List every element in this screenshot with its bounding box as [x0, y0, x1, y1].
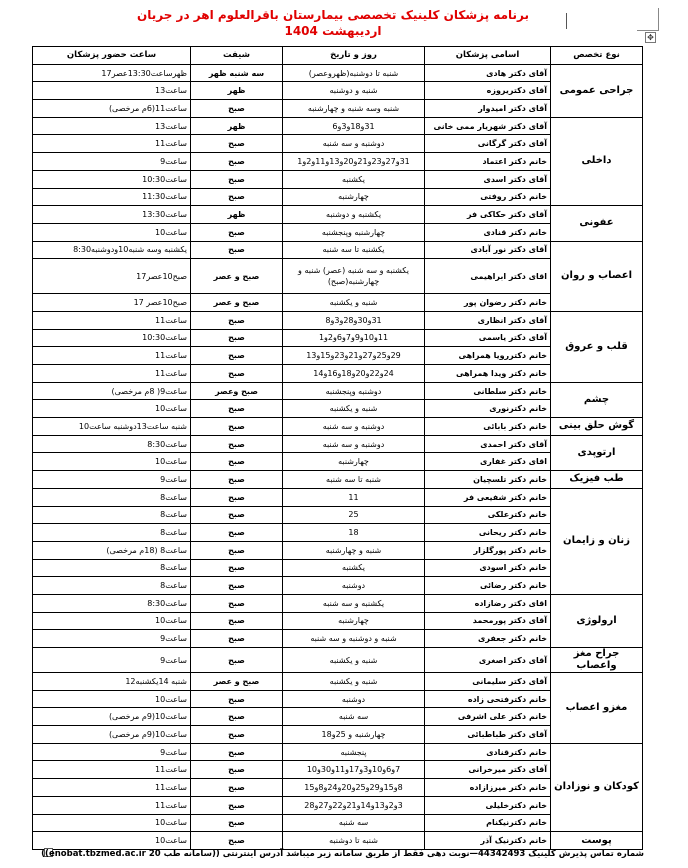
specialty-cell: عفونی: [551, 206, 643, 241]
day-cell: 3و2و13و14و21و22و27و28: [283, 796, 425, 814]
shift-cell: صبح: [191, 690, 283, 708]
shift-cell: صبح: [191, 630, 283, 648]
doctor-cell: آقای دکتر گرگانی: [425, 135, 551, 153]
shift-cell: صبح: [191, 524, 283, 542]
doctor-cell: خانم دکتر ویدا همراهی: [425, 365, 551, 383]
day-cell: شنبه و چهارشنبه: [283, 541, 425, 559]
time-cell: ساعت11: [33, 779, 191, 797]
shift-cell: صبح: [191, 153, 283, 171]
time-cell: ساعت10: [33, 223, 191, 241]
time-cell: ساعت9: [33, 153, 191, 171]
schedule-table: [32, 46, 643, 850]
day-cell: دوشنبه: [283, 690, 425, 708]
doctor-cell: آقای دکتر انظاری: [425, 311, 551, 329]
shift-cell: صبح: [191, 241, 283, 259]
time-cell: ساعت10: [33, 400, 191, 418]
header-doctor: اسامی پزشکان: [425, 47, 551, 65]
time-cell: شنبه ساعت13دوشنبه ساعت10: [33, 418, 191, 436]
time-cell: ساعت10:30: [33, 329, 191, 347]
shift-cell: صبح و عصر: [191, 673, 283, 691]
time-cell: ساعت10: [33, 453, 191, 471]
doctor-cell: آقای دکتر نور آبادی: [425, 241, 551, 259]
table-row: [33, 673, 643, 691]
table-row: [33, 488, 643, 506]
shift-cell: صبح: [191, 761, 283, 779]
doctor-cell: آقای دکتر طباطبائی: [425, 726, 551, 744]
doctor-cell: خانم دکتر روفتی: [425, 188, 551, 206]
day-cell: 25: [283, 506, 425, 524]
time-cell: ساعت8 (18م مرخصی): [33, 541, 191, 559]
table-row: [33, 648, 643, 673]
doctor-cell: خانم دکتر رضوان پور: [425, 294, 551, 312]
shift-cell: صبح: [191, 814, 283, 832]
shift-cell: صبح: [191, 170, 283, 188]
time-cell: ساعت8: [33, 506, 191, 524]
time-cell: ساعت10: [33, 832, 191, 850]
shift-cell: صبح: [191, 743, 283, 761]
doctor-cell: آقای دکتر میرخرانی: [425, 761, 551, 779]
day-cell: یکشنبه و سه شنبه: [283, 594, 425, 612]
time-cell: ساعت11:30: [33, 188, 191, 206]
table-row: [33, 743, 643, 761]
time-cell: ساعت11(6م مرخصی): [33, 100, 191, 118]
shift-cell: صبح: [191, 329, 283, 347]
day-cell: یکشنبه تا سه شنبه: [283, 241, 425, 259]
time-cell: ساعت11: [33, 761, 191, 779]
doctor-cell: خانم دکترقنادی: [425, 743, 551, 761]
header-day: روز و تاریخ: [283, 47, 425, 65]
doctor-cell: آقای دکتر پورمحمد: [425, 612, 551, 630]
day-cell: 18: [283, 524, 425, 542]
day-cell: چهارشنبه و 25و18: [283, 726, 425, 744]
specialty-cell: اعصاب و روان: [551, 241, 643, 311]
doctor-cell: خانم دکترفتحی زاده: [425, 690, 551, 708]
shift-cell: صبح: [191, 418, 283, 436]
day-cell: شنبه تا دوشنبه(ظهروعصر): [283, 64, 425, 82]
doctor-cell: اقای دکتر رضازاده: [425, 594, 551, 612]
day-cell: پنجشنبه: [283, 743, 425, 761]
doctor-cell: خانم دکترنوری: [425, 400, 551, 418]
time-cell: ساعت9: [33, 630, 191, 648]
header-specialty: نوع تخصص: [551, 47, 643, 65]
day-cell: شنبه تا دوشنبه: [283, 832, 425, 850]
header-time: ساعت حضور پزشکان: [33, 47, 191, 65]
doctor-cell: آقای دکتر امیدوار: [425, 100, 551, 118]
day-cell: 11: [283, 488, 425, 506]
doctor-cell: آقای دکتر اصغری: [425, 648, 551, 673]
schedule-body: [33, 64, 643, 849]
time-cell: ساعت11: [33, 347, 191, 365]
day-cell: شنبه وسه شنبه و چهارشنبه: [283, 100, 425, 118]
specialty-cell: جراح مغز واعصاب: [551, 648, 643, 673]
time-cell: ساعت11: [33, 365, 191, 383]
day-cell: شنبه و دوشنبه و سه شنبه: [283, 630, 425, 648]
doctor-cell: خانم دکتررویا همراهی: [425, 347, 551, 365]
shift-cell: صبح: [191, 347, 283, 365]
specialty-cell: ارولوژی: [551, 594, 643, 647]
table-row: [33, 117, 643, 135]
table-row: [33, 471, 643, 489]
time-cell: ساعت8:30: [33, 594, 191, 612]
shift-cell: صبح: [191, 435, 283, 453]
shift-cell: صبح: [191, 311, 283, 329]
specialty-cell: طب فیزیک: [551, 471, 643, 489]
day-cell: دوشنبه و سه شنبه: [283, 435, 425, 453]
doctor-cell: خانم دکتر سلطانی: [425, 382, 551, 400]
table-row: [33, 241, 643, 259]
day-cell: دوشنبه وپنجشنبه: [283, 382, 425, 400]
specialty-cell: کودکان و نوزادان: [551, 743, 643, 831]
table-row: [33, 382, 643, 400]
shift-cell: صبح و عصر: [191, 294, 283, 312]
doctor-cell: خانم دکترنیک آذر: [425, 832, 551, 850]
shift-cell: صبح: [191, 648, 283, 673]
doctor-cell: خانم دکتر میرزازاده: [425, 779, 551, 797]
day-cell: یکشنبه: [283, 170, 425, 188]
day-cell: 29و25و27و21و23و15و13: [283, 347, 425, 365]
time-cell: ساعت9: [33, 743, 191, 761]
doctor-cell: خانم دکتر پورگلزار: [425, 541, 551, 559]
shift-cell: صبح: [191, 612, 283, 630]
time-cell: ساعت9: [33, 471, 191, 489]
doctor-cell: خانم دکتر اعتماد: [425, 153, 551, 171]
day-cell: شنبه و دوشنبه: [283, 82, 425, 100]
day-cell: سه شنبه: [283, 708, 425, 726]
shift-cell: صبح: [191, 135, 283, 153]
specialty-cell: جراحی عمومی: [551, 64, 643, 117]
doctor-cell: آقای دکتر احمدی: [425, 435, 551, 453]
table-header-row: [33, 47, 643, 65]
shift-cell: ظهر: [191, 117, 283, 135]
shift-cell: صبح و عصر: [191, 259, 283, 294]
doctor-cell: خانم دکتر رضائی: [425, 577, 551, 595]
day-cell: چهارشنبه: [283, 612, 425, 630]
day-cell: دوشنبه و سه شنبه: [283, 418, 425, 436]
shift-cell: ظهر: [191, 82, 283, 100]
table-row: [33, 64, 643, 82]
shift-cell: صبح: [191, 779, 283, 797]
shift-cell: صبح: [191, 223, 283, 241]
shift-cell: صبح: [191, 365, 283, 383]
day-cell: 31و30و28و3و8: [283, 311, 425, 329]
time-cell: ساعت10: [33, 814, 191, 832]
specialty-cell: چشم: [551, 382, 643, 417]
time-cell: ساعت8:30: [33, 435, 191, 453]
table-row: [33, 594, 643, 612]
time-cell: صبح10عصر17: [33, 259, 191, 294]
specialty-cell: گوش حلق بینی: [551, 418, 643, 436]
table-row: [33, 435, 643, 453]
time-cell: ساعت8: [33, 577, 191, 595]
doctor-cell: خانم دکتر علی اشرفی: [425, 708, 551, 726]
shift-cell: صبح: [191, 453, 283, 471]
time-cell: شنبه 14یکشنبه12: [33, 673, 191, 691]
day-cell: یکشنبه و دوشنبه: [283, 206, 425, 224]
doctor-cell: خانم دکتر اسودی: [425, 559, 551, 577]
shift-cell: صبح: [191, 594, 283, 612]
time-cell: ساعت10: [33, 612, 191, 630]
day-cell: شنبه و یکشنبه: [283, 294, 425, 312]
doctor-cell: آقای دکتر یاسمی: [425, 329, 551, 347]
time-cell: یکشنبه وسه شنبه10ودوشنبه8:30: [33, 241, 191, 259]
shift-cell: صبح: [191, 832, 283, 850]
doctor-cell: آقای دکتر اسدی: [425, 170, 551, 188]
day-cell: یکشنبه و سه شنبه (عصر) شنبه و چهارشنبه(صبح): [283, 259, 425, 294]
time-cell: ساعت11: [33, 311, 191, 329]
doctor-cell: آقای دکتر شهریار ممی خانی: [425, 117, 551, 135]
day-cell: 7و6و10و3و17و11و30و10: [283, 761, 425, 779]
shift-cell: صبح: [191, 100, 283, 118]
shift-cell: صبح: [191, 400, 283, 418]
table-row: [33, 311, 643, 329]
time-cell: ساعت9: [33, 648, 191, 673]
day-cell: 24و22و20و18و16و14: [283, 365, 425, 383]
table-row: [33, 832, 643, 850]
time-cell: ساعت10: [33, 690, 191, 708]
time-cell: صبح10عصر 17: [33, 294, 191, 312]
shift-cell: ظهر: [191, 206, 283, 224]
specialty-cell: زنان و زایمان: [551, 488, 643, 594]
shift-cell: صبح: [191, 541, 283, 559]
specialty-cell: قلب و عروق: [551, 311, 643, 382]
time-cell: ساعت8: [33, 524, 191, 542]
day-cell: چهارشنبه: [283, 188, 425, 206]
doctor-cell: اقای دکتر ابراهیمی: [425, 259, 551, 294]
shift-cell: صبح: [191, 506, 283, 524]
time-cell: ساعت11: [33, 135, 191, 153]
shift-cell: صبح: [191, 559, 283, 577]
shift-cell: صبح وعصر: [191, 382, 283, 400]
doctor-cell: خانم دکتر شفیعی فر: [425, 488, 551, 506]
day-cell: چهارشنبه: [283, 453, 425, 471]
shift-cell: صبح: [191, 488, 283, 506]
day-cell: دوشنبه: [283, 577, 425, 595]
time-cell: ساعت13: [33, 117, 191, 135]
shift-cell: صبح: [191, 796, 283, 814]
doctor-cell: خانم دکتر جعفری: [425, 630, 551, 648]
day-cell: 8و15و29و25و20و24و8و15: [283, 779, 425, 797]
doctor-cell: خانم دکتر ریحانی: [425, 524, 551, 542]
time-cell: ظهرساعت13:30عصر17: [33, 64, 191, 82]
time-cell: ساعت13:30: [33, 206, 191, 224]
day-cell: شنبه و یکشنبه: [283, 400, 425, 418]
table-row: [33, 206, 643, 224]
doctor-cell: خانم دکترنیکنام: [425, 814, 551, 832]
day-cell: سه شنبه: [283, 814, 425, 832]
day-cell: 31و27و23و21و20و13و11و2و1: [283, 153, 425, 171]
page-title: برنامه پزشکان کلینیک تخصصی بیمارستان باقرالعلوم اهر در جریان اردیبهشت 1404: [137, 8, 529, 38]
doctor-cell: خانم دکتر بابائی: [425, 418, 551, 436]
shift-cell: صبح: [191, 188, 283, 206]
doctor-cell: آقای دکتر هادی: [425, 64, 551, 82]
day-cell: شنبه و یکشنبه: [283, 648, 425, 673]
specialty-cell: مغزو اعصاب: [551, 673, 643, 744]
header-shift: شیفت: [191, 47, 283, 65]
shift-cell: صبح: [191, 577, 283, 595]
time-cell: ساعت9( 8م مرخصی): [33, 382, 191, 400]
shift-cell: سه شنبه ظهر: [191, 64, 283, 82]
day-cell: 31و18و3و6: [283, 117, 425, 135]
page-corner-mark: [637, 30, 659, 31]
doctor-cell: آقای دکتریروزه: [425, 82, 551, 100]
day-cell: چهارشنبه وپنجشنبه: [283, 223, 425, 241]
shift-cell: صبح: [191, 726, 283, 744]
shift-cell: صبح: [191, 708, 283, 726]
title-frame-line: [566, 13, 567, 29]
doctor-cell: خانم دکتر تلسچیان: [425, 471, 551, 489]
specialty-cell: پوست: [551, 832, 643, 850]
time-cell: ساعت8: [33, 559, 191, 577]
table-row: [33, 418, 643, 436]
specialty-cell: داخلی: [551, 117, 643, 205]
time-cell: ساعت10:30: [33, 170, 191, 188]
time-cell: ساعت10(9م مرخصی): [33, 708, 191, 726]
time-cell: ساعت8: [33, 488, 191, 506]
day-cell: دوشنبه و سه شنبه: [283, 135, 425, 153]
doctor-cell: خانم دکتر قنادی: [425, 223, 551, 241]
table-move-handle-icon[interactable]: ✥: [645, 32, 656, 43]
day-cell: یکشنبه: [283, 559, 425, 577]
doctor-cell: آقای دکتر حکاکی فر: [425, 206, 551, 224]
shift-cell: صبح: [191, 471, 283, 489]
time-cell: ساعت10(9م مرخصی): [33, 726, 191, 744]
day-cell: 11و10و9و7و6و2و1: [283, 329, 425, 347]
day-cell: شنبه تا سه شنبه: [283, 471, 425, 489]
day-cell: شنبه و یکشنبه: [283, 673, 425, 691]
time-cell: ساعت11: [33, 796, 191, 814]
specialty-cell: ارتوپدی: [551, 435, 643, 470]
doctor-cell: آقای دکتر سلیمانی: [425, 673, 551, 691]
page-corner-mark-vertical: [658, 8, 659, 30]
doctor-cell: خانم دکترعلکی: [425, 506, 551, 524]
doctor-cell: اقای دکتر غفاری: [425, 453, 551, 471]
doctor-cell: خانم دکترخلیلی: [425, 796, 551, 814]
time-cell: ساعت13: [33, 82, 191, 100]
footer-contact: شماره تماس پذیرش کلینیک 44342493—نوبت دهی فقط از طریق سامانه زیر میباشد آدرس اینترنتی ((سامانه طب 20 enobat.tbzmed.ac.ir)): [41, 849, 644, 859]
